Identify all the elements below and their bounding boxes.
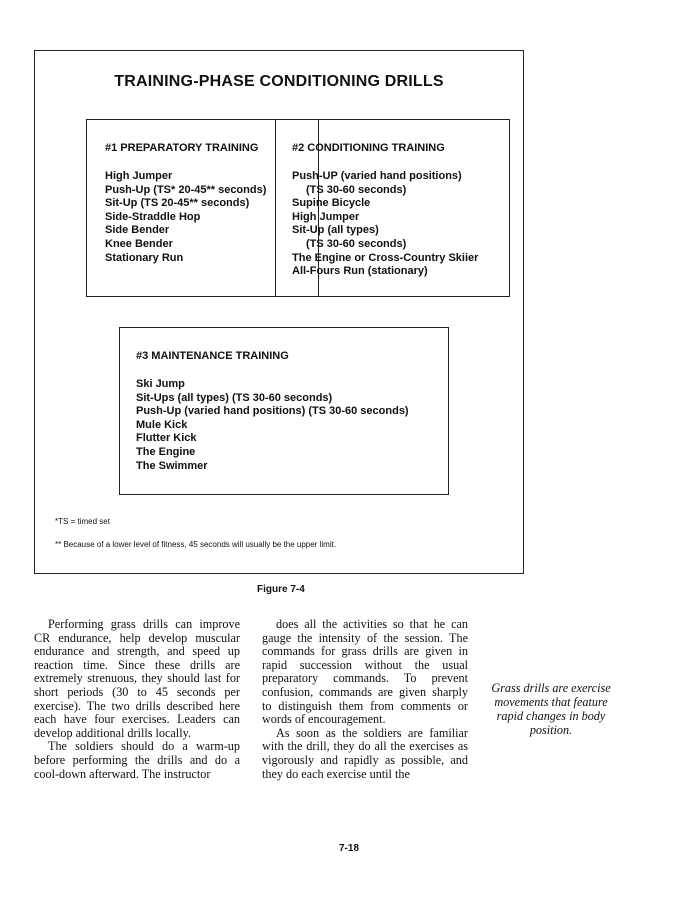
list-item: (TS 30-60 seconds) (306, 237, 407, 250)
drill-box-conditioning (275, 119, 510, 297)
box-heading: #3 MAINTENANCE TRAINING (136, 350, 289, 362)
box-heading: #1 PREPARATORY TRAINING (105, 142, 259, 154)
figure-notes (55, 517, 336, 549)
note-upper-limit: ** Because of a lower level of fitness, 45 seconds will usually be the upper limit. (55, 540, 337, 549)
list-item: Side Bender (105, 224, 170, 237)
list-item: High Jumper (105, 170, 173, 182)
text-column-left (34, 618, 240, 781)
note-timed-set: *TS = timed set (55, 517, 110, 526)
drill-list (136, 378, 448, 473)
list-item: All-Fours Run (stationary) (292, 265, 428, 278)
list-item: The Swimmer (136, 459, 208, 472)
drill-list (292, 170, 509, 279)
list-item: The Engine or Cross-Country Skiier (292, 251, 479, 264)
list-item: Sit-Up (TS 20-45** seconds) (105, 197, 250, 210)
list-item: Ski Jump (136, 378, 185, 390)
list-item: Knee Bender (105, 237, 173, 250)
box-heading: #2 CONDITIONING TRAINING (292, 142, 445, 154)
paragraph: Performing grass drills can improve CR endurance, help develop muscular endurance and strength, and speed up reaction time. Since these drills are extremely strenuous, they should last for short periods (30 to 45 seconds per exercise). The two drills described here each have four exercises. Leaders can develop additional drills locally. (34, 617, 240, 740)
list-item: Push-Up (TS* 20-45** seconds) (105, 183, 267, 196)
figure-caption: Figure 7-4 (257, 584, 305, 595)
list-item: Push-Up (varied hand positions) (TS 30-60 seconds) (136, 405, 409, 418)
paragraph: does all the activities so that he can gauge the intensity of the session. The commands for grass drills are given in rapid succession without the usual preparatory commands. To prevent confusion, commands are given sharply to distinguish them from comments or words of encouragement. (262, 617, 468, 727)
list-item: Side-Straddle Hop (105, 210, 201, 223)
list-item: Flutter Kick (136, 432, 197, 445)
page-number: 7-18 (338, 843, 359, 854)
drill-box-maintenance (119, 327, 449, 495)
list-item: Push-UP (varied hand positions) (292, 170, 462, 182)
figure-title: TRAINING-PHASE CONDITIONING DRILLS (114, 73, 444, 90)
list-item: (TS 30-60 seconds) (306, 183, 407, 196)
text-column-middle (262, 618, 468, 781)
list-item: Sit-Ups (all types) (TS 30-60 seconds) (136, 391, 333, 404)
margin-note: Grass drills are exercise movements that feature rapid changes in body position. (491, 681, 611, 737)
list-item: Sit-Up (all types) (292, 224, 379, 237)
list-item: The Engine (136, 445, 196, 458)
paragraph: As soon as the soldiers are familiar with the drill, they do all the exercises as vigorously and rapidly as possible, and they do each exercise until the (262, 725, 468, 781)
figure-frame (34, 50, 524, 574)
list-item: Supine Bicycle (292, 197, 371, 210)
list-item: Stationary Run (105, 251, 184, 264)
list-item: Mule Kick (136, 418, 188, 431)
paragraph: The soldiers should do a warm-up before performing the drills and do a cool-down afterward. The instructor (34, 739, 240, 781)
list-item: High Jumper (292, 210, 360, 223)
